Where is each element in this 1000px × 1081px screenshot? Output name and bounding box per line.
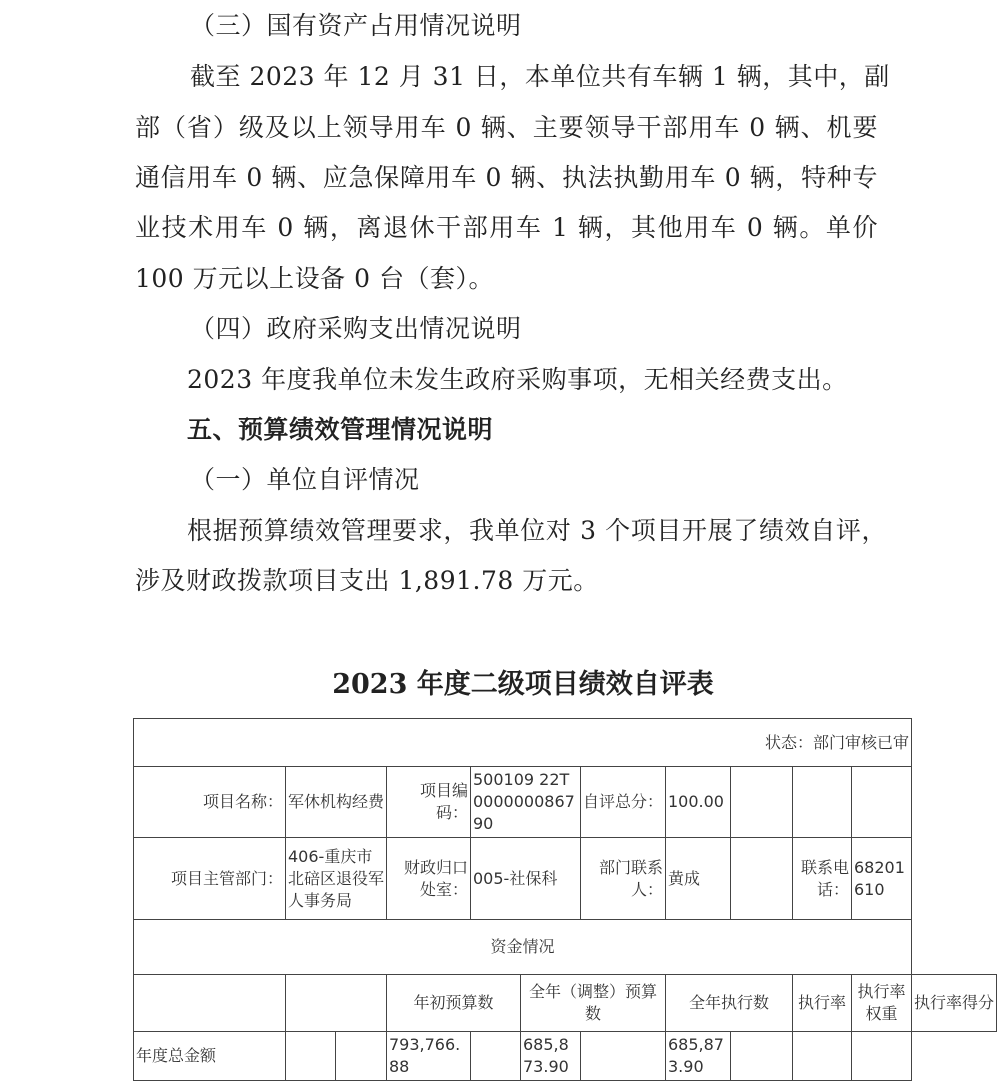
total-amount-label: 年度总金额	[134, 1032, 286, 1081]
paragraph-line: 根据预算绩效管理要求，我单位对 3 个项目开展了绩效自评，	[187, 516, 887, 545]
project-name-label: 项目名称：	[134, 767, 286, 838]
project-code-label: 项目编码：	[387, 767, 471, 838]
empty-cell	[286, 1032, 336, 1081]
total-adjusted-value: 685,873.90	[521, 1032, 581, 1081]
empty-cell	[731, 838, 793, 920]
empty-cell	[336, 1032, 387, 1081]
empty-cell	[286, 975, 387, 1032]
table-title: 2023 年度二级项目绩效自评表	[332, 669, 714, 700]
empty-cell	[852, 1032, 912, 1081]
office-value: 005-社保科	[471, 838, 581, 920]
empty-cell	[793, 1032, 852, 1081]
contact-value: 黄成	[666, 838, 731, 920]
col-exec-rate: 执行率	[793, 975, 852, 1032]
office-label: 财政归口处室：	[387, 838, 471, 920]
self-score-label: 自评总分：	[581, 767, 666, 838]
paragraph-line: 100 万元以上设备 0 台（套）。	[135, 264, 494, 293]
total-initial-value: 793,766.88	[387, 1032, 471, 1081]
section-heading-performance: 五、预算绩效管理情况说明	[187, 415, 494, 444]
col-rate-score: 执行率得分	[912, 975, 997, 1032]
section-heading-self-eval: （一）单位自评情况	[190, 465, 420, 494]
project-name-value: 军休机构经费	[286, 767, 387, 838]
paragraph-line: 2023 年度我单位未发生政府采购事项，无相关经费支出。	[187, 365, 848, 394]
section-heading-procurement: （四）政府采购支出情况说明	[190, 314, 522, 343]
empty-cell	[731, 767, 793, 838]
empty-cell	[852, 767, 912, 838]
empty-cell	[793, 767, 852, 838]
col-rate-weight: 执行率权重	[852, 975, 912, 1032]
empty-cell	[581, 1032, 666, 1081]
empty-cell	[471, 1032, 521, 1081]
empty-cell	[731, 1032, 793, 1081]
col-initial-budget: 年初预算数	[387, 975, 521, 1032]
col-executed: 全年执行数	[666, 975, 793, 1032]
paragraph-line: 通信用车 0 辆、应急保障用车 0 辆、执法执勤用车 0 辆，特种专	[135, 163, 878, 192]
contact-label: 部门联系人：	[581, 838, 666, 920]
col-adjusted-budget: 全年（调整）预算数	[521, 975, 666, 1032]
paragraph-line: 业技术用车 0 辆，离退休干部用车 1 辆，其他用车 0 辆。单价	[135, 213, 878, 242]
phone-label: 联系电话：	[793, 838, 852, 920]
project-code-value: 500109 22T000000086790	[471, 767, 581, 838]
funds-header: 资金情况	[134, 920, 912, 975]
paragraph-line: 截至 2023 年 12 月 31 日，本单位共有车辆 1 辆，其中，副	[190, 62, 890, 91]
total-executed-value: 685,873.90	[666, 1032, 731, 1081]
self-score-value: 100.00	[666, 767, 731, 838]
evaluation-table	[133, 718, 997, 1081]
phone-value: 68201610	[852, 838, 912, 920]
dept-label: 项目主管部门：	[134, 838, 286, 920]
section-heading-assets: （三）国有资产占用情况说明	[190, 11, 522, 40]
empty-cell	[134, 975, 286, 1032]
paragraph-line: 涉及财政拨款项目支出 1,891.78 万元。	[135, 566, 599, 595]
paragraph-line: 部（省）级及以上领导用车 0 辆、主要领导干部用车 0 辆、机要	[135, 113, 878, 142]
status-cell: 状态：部门审核已审	[134, 719, 912, 767]
dept-value: 406-重庆市北碚区退役军人事务局	[286, 838, 387, 920]
